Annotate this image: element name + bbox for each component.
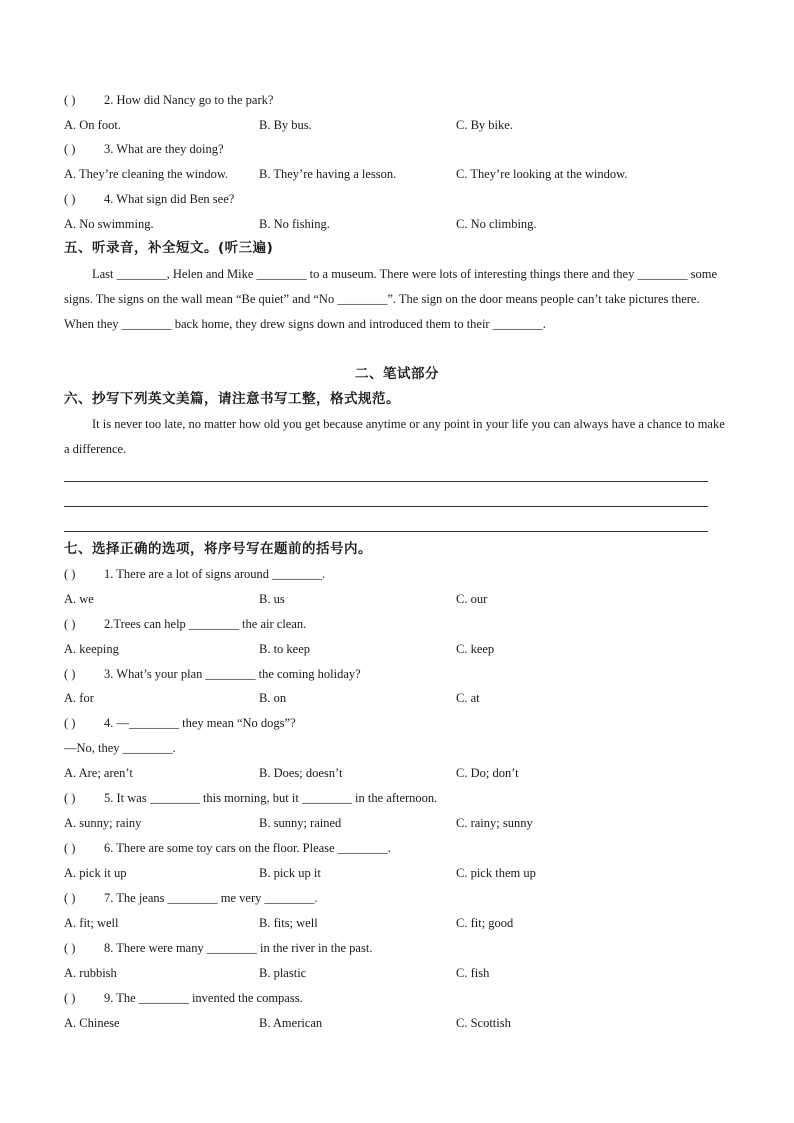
option-c: C. fish	[456, 966, 490, 980]
option-b: B. plastic	[259, 966, 307, 980]
option-c: C. They’re looking at the window.	[456, 167, 628, 181]
answer-bracket[interactable]: ( )	[64, 142, 76, 156]
question-text: 2.Trees can help ________ the air clean.	[104, 617, 307, 631]
question-text: 8. There were many ________ in the river in the past.	[104, 941, 373, 955]
option-a: A. keeping	[64, 642, 119, 656]
options-7-6	[64, 865, 724, 881]
writing-line[interactable]	[64, 481, 708, 482]
option-b: B. By bus.	[259, 118, 312, 132]
writing-line[interactable]	[64, 506, 708, 507]
writing-line[interactable]	[64, 531, 708, 532]
options-listening-2	[64, 117, 724, 133]
answer-bracket[interactable]: ( )	[64, 791, 76, 805]
option-a: A. fit; well	[64, 916, 119, 930]
answer-bracket[interactable]: ( )	[64, 192, 76, 206]
question-7-6	[64, 840, 391, 856]
option-b: B. pick up it	[259, 866, 321, 880]
options-7-2	[64, 641, 724, 657]
option-b: B. fits; well	[259, 916, 318, 930]
question-7-5	[64, 790, 437, 806]
section-7-title: 七、选择正确的选项，将序号写在题前的括号内。	[64, 541, 372, 557]
option-b: B. Does; doesn’t	[259, 766, 343, 780]
answer-bracket[interactable]: ( )	[64, 716, 76, 730]
option-b: B. to keep	[259, 642, 311, 656]
question-7-4	[64, 715, 296, 731]
question-listening-2	[64, 92, 273, 108]
option-c: C. Scottish	[456, 1016, 511, 1030]
option-c: C. rainy; sunny	[456, 816, 533, 830]
part-2-title: 二、笔试部分	[355, 366, 439, 382]
question-7-9	[64, 990, 303, 1006]
option-b: B. American	[259, 1016, 323, 1030]
question-text: 7. The jeans ________ me very ________.	[104, 891, 318, 905]
option-c: C. No climbing.	[456, 217, 537, 231]
answer-bracket[interactable]: ( )	[64, 567, 76, 581]
option-a: A. for	[64, 691, 94, 705]
option-b: B. sunny; rained	[259, 816, 342, 830]
option-c: C. By bike.	[456, 118, 513, 132]
question-text: 5. It was ________ this morning, but it ________ in the afternoon.	[104, 791, 438, 805]
question-text: 6. There are some toy cars on the floor. Please ________.	[104, 841, 391, 855]
option-b: B. They’re having a lesson.	[259, 167, 397, 181]
option-a: A. No swimming.	[64, 217, 154, 231]
answer-bracket[interactable]: ( )	[64, 667, 76, 681]
option-a: A. sunny; rainy	[64, 816, 142, 830]
option-b: B. us	[259, 592, 285, 606]
question-listening-4	[64, 191, 234, 207]
section-6-passage: It is never too late, no matter how old you get because anytime or any point in your life you can always have a chance to make a difference.	[64, 417, 725, 456]
question-7-8	[64, 940, 372, 956]
question-text: 3. What’s your plan ________ the coming holiday?	[104, 667, 361, 681]
option-c: C. Do; don’t	[456, 766, 519, 780]
question-7-1	[64, 566, 325, 582]
question-text: 9. The ________ invented the compass.	[104, 991, 303, 1005]
options-listening-4	[64, 216, 724, 232]
section-6-title: 六、抄写下列英文美篇，请注意书写工整，格式规范。	[64, 391, 400, 407]
question-7-4-reply: —No, they ________.	[64, 741, 176, 755]
section-5-title: 五、听录音，补全短文。(听三遍)	[64, 240, 274, 256]
option-a: A. They’re cleaning the window.	[64, 167, 229, 181]
option-a: A. Are; aren’t	[64, 766, 133, 780]
question-7-2	[64, 616, 306, 632]
option-c: C. our	[456, 592, 488, 606]
question-listening-3	[64, 141, 224, 157]
answer-bracket[interactable]: ( )	[64, 841, 76, 855]
answer-bracket[interactable]: ( )	[64, 891, 76, 905]
option-a: A. we	[64, 592, 94, 606]
options-7-3	[64, 690, 724, 706]
question-text: 4. —________ they mean “No dogs”?	[104, 716, 296, 730]
answer-bracket[interactable]: ( )	[64, 991, 76, 1005]
answer-bracket[interactable]: ( )	[64, 617, 76, 631]
option-b: B. No fishing.	[259, 217, 330, 231]
option-c: C. pick them up	[456, 866, 536, 880]
options-7-9	[64, 1015, 724, 1031]
options-7-7	[64, 915, 724, 931]
options-7-8	[64, 965, 724, 981]
option-a: A. Chinese	[64, 1016, 120, 1030]
question-text: 3. What are they doing?	[104, 142, 224, 156]
option-a: A. rubbish	[64, 966, 117, 980]
options-7-5	[64, 815, 724, 831]
option-b: B. on	[259, 691, 287, 705]
section-5-passage: Last ________, Helen and Mike ________ to a museum. There were lots of interesting things there and they ________ some signs. The signs on the wall mean “Be quiet” and “No ________”. The sign on the door means people can’t take pictures there. When they ________ back home, they drew signs down and introduced them to their ________.	[64, 267, 717, 331]
question-7-3	[64, 666, 361, 682]
options-7-1	[64, 591, 724, 607]
option-a: A. On foot.	[64, 118, 121, 132]
question-text: 1. There are a lot of signs around ________.	[104, 567, 326, 581]
option-a: A. pick it up	[64, 866, 127, 880]
answer-bracket[interactable]: ( )	[64, 93, 76, 107]
question-7-7	[64, 890, 318, 906]
options-listening-3	[64, 166, 724, 182]
option-c: C. at	[456, 691, 480, 705]
option-c: C. fit; good	[456, 916, 514, 930]
question-text: 4. What sign did Ben see?	[104, 192, 235, 206]
question-text: 2. How did Nancy go to the park?	[104, 93, 274, 107]
answer-bracket[interactable]: ( )	[64, 941, 76, 955]
option-c: C. keep	[456, 642, 495, 656]
options-7-4	[64, 765, 724, 781]
